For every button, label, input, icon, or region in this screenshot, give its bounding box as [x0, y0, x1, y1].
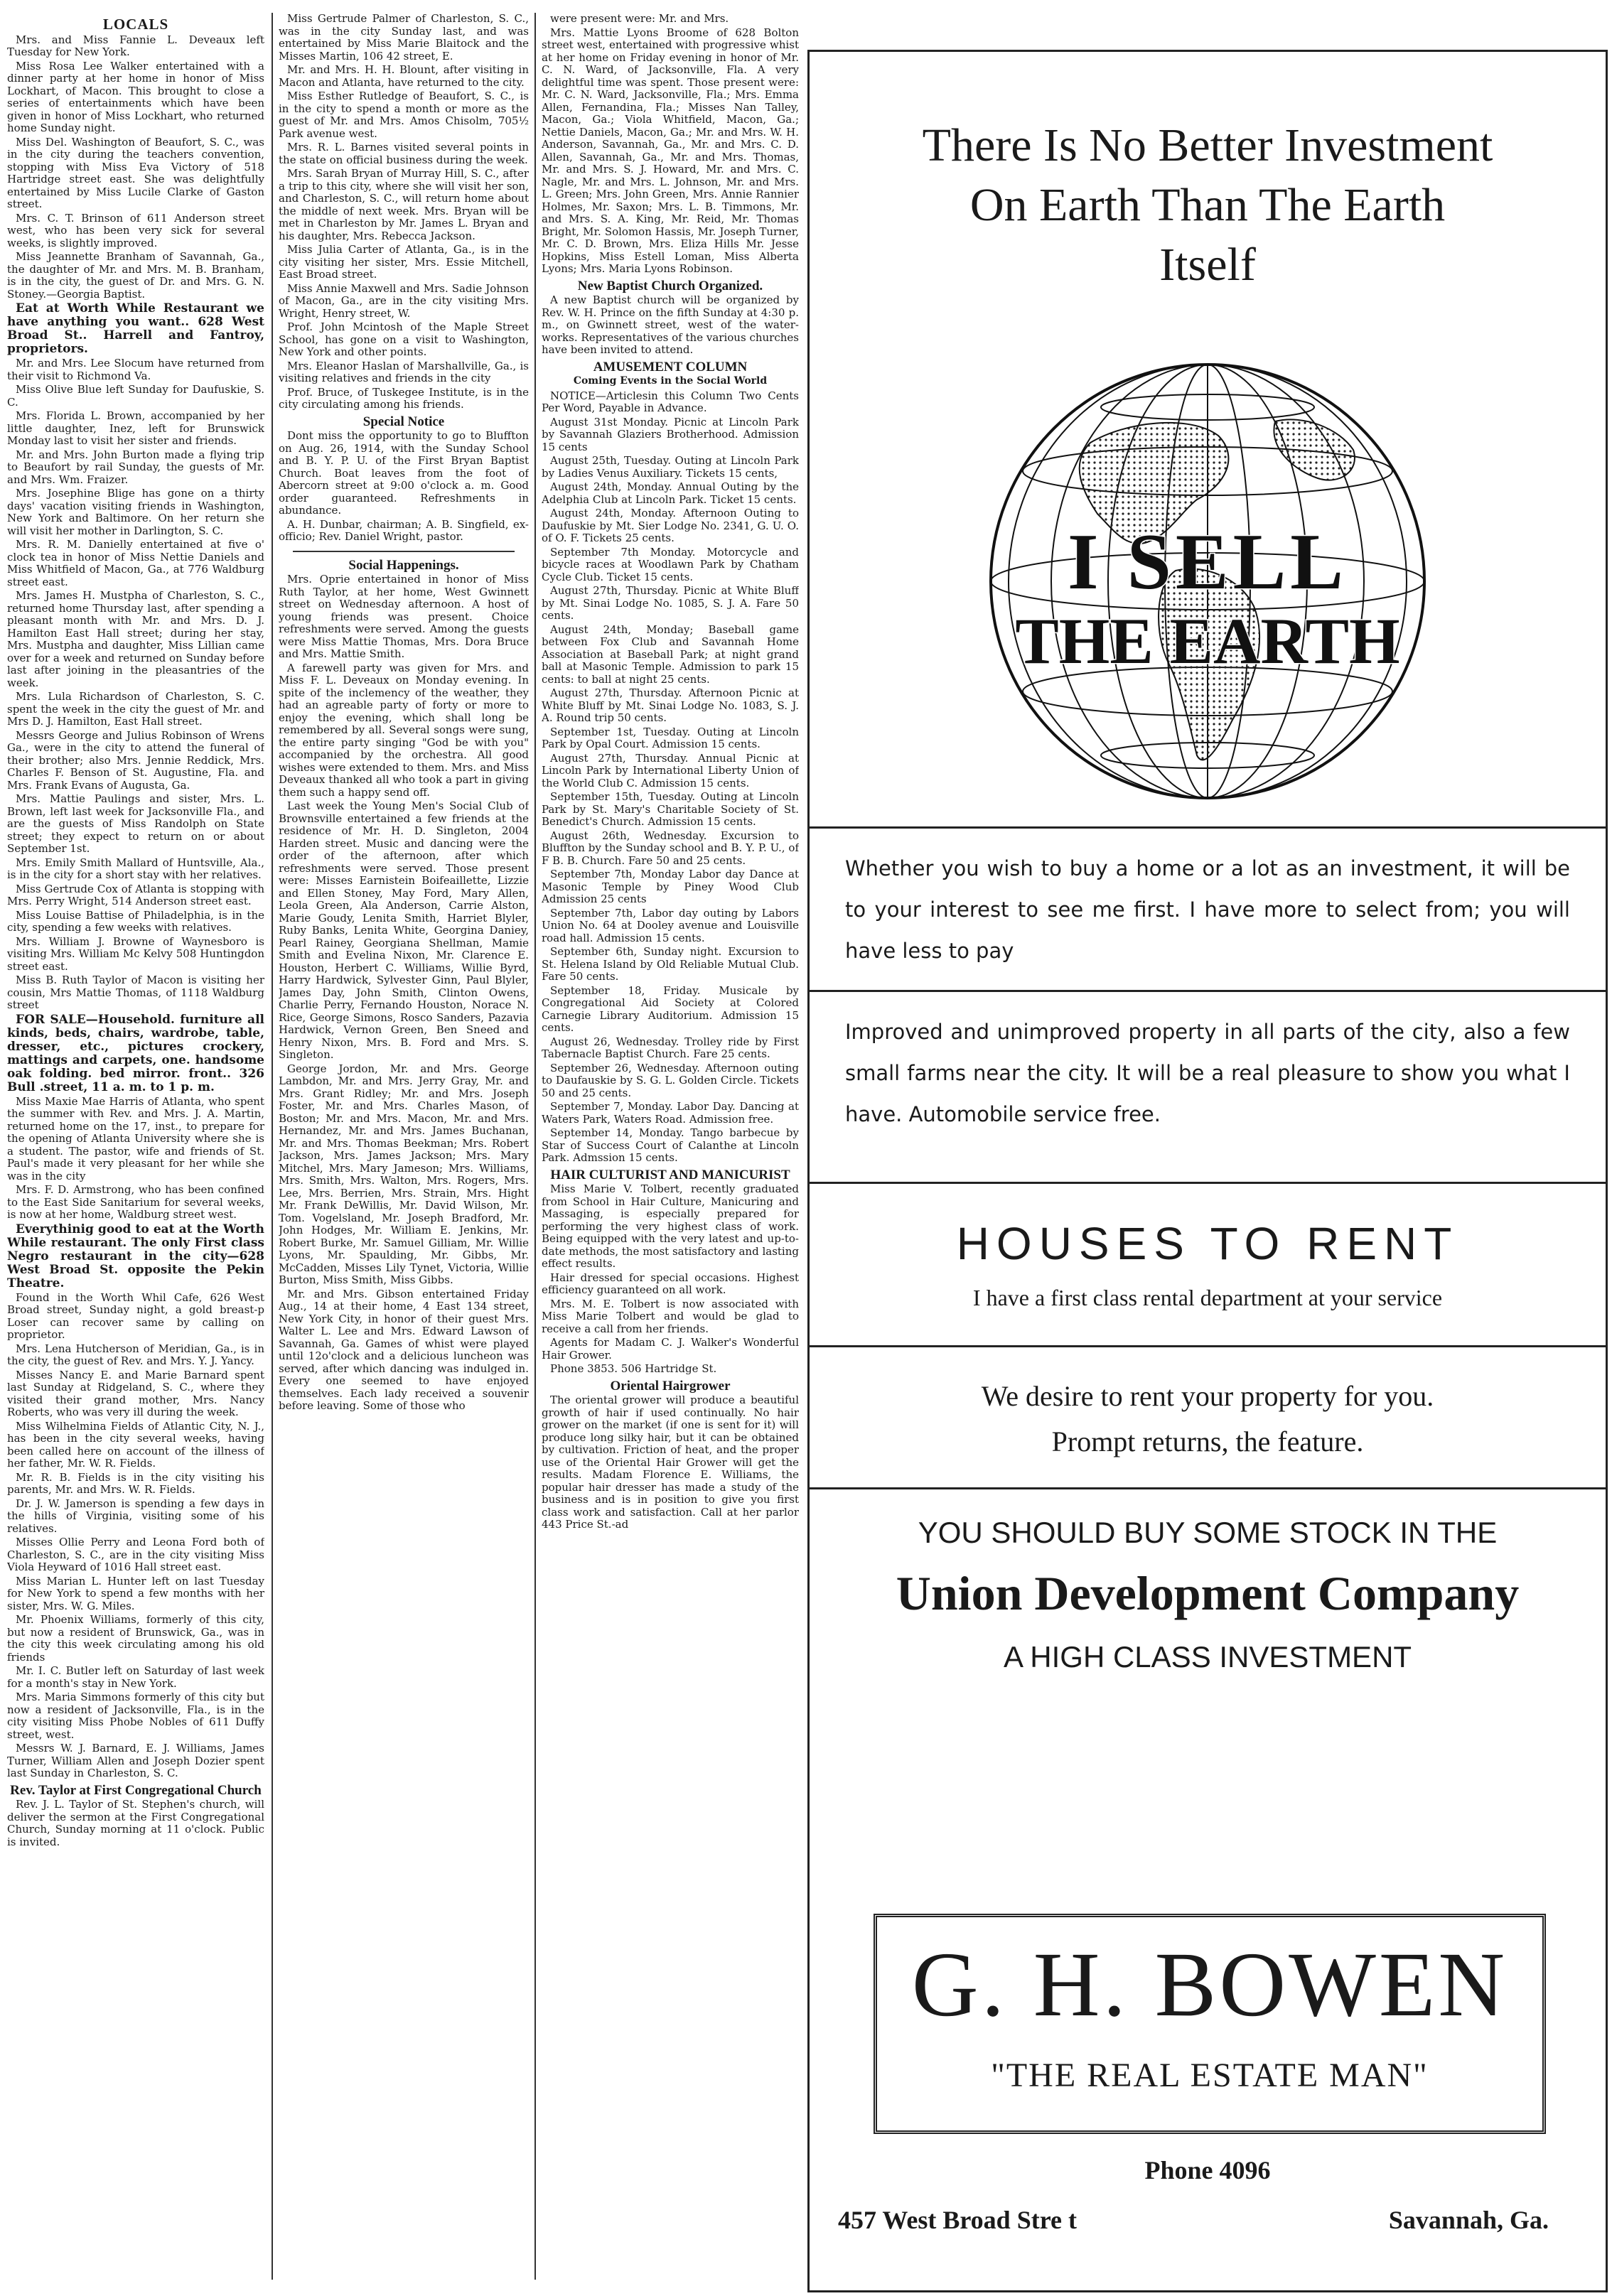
hair-item: Mrs. M. E. Tolbert is now associated with Miss Marie Tolbert and would be glad to receive a call from her friends.: [542, 1297, 799, 1335]
ad-divider: [810, 990, 1606, 992]
ad-divider: [810, 1182, 1606, 1184]
local-news-item: Mrs. James H. Mustpha of Charleston, S. C., returned home Thursday last, after spending a pleasant month with Mr. and Mrs. D. J. Hamilton East Hall street; during her stay, Mrs. Mustpha and daughter, Miss Lillian came over for a week and returned on Sunday before last after joining in the pleasantries of the week.: [7, 589, 264, 689]
local-news-item: Miss Olive Blue left Sunday for Daufuskie, S. C.: [7, 383, 264, 409]
rent-property-text: [810, 1374, 1606, 1465]
bowen-name-box: [874, 1914, 1546, 2134]
local-news-item: Mrs. C. T. Brinson of 611 Anderson street west, who has been very sick for several weeks, is slightly improved.: [7, 211, 264, 249]
local-news-item: Eat at Worth While Restaurant we have anything you want.. 628 West Broad St.. Harrell and Fantroy, proprietors.: [7, 301, 264, 356]
party-item: Mrs. Mattie Lyons Broome of 628 Bolton street west, entertained with progressive whist at her home on Friday evening in honor of Mr. C. N. Ward, of Jacksonville, Fla. A very delightful time was spent. Those present were: Mr. C. N. Ward, Jacksonville, Fla.; Mrs. Emma Allen, Fernandina, Fla.; Misses Nan Talley, Macon, Ga.; Viola Whitfield, Macon, Ga.; Nettie Daniels, Macon, Ga.; Mr. and Mrs. W. H. Anderson, Savannah, Ga., Mr. and Mrs. C. D. Allen, Savannah, Ga., Mr. and Mrs. Thomas, Mr. and Mrs. S. J. Howard, Mr. and Mrs. C. Nagle, Mr. and Mrs. L. Johnson, Mr. and Mrs. L. Green; Mrs. John Green, Mrs. Annie Rannier Holmes, Mr. Saxon; Mrs. L. B. Timmons, Mr. and Mrs. S. A. King, Mr. Reid, Mr. Thomas Bright, Mr. Solomon Hassis, Mr. Joseph Turner, Mr. C. D. Brown, Mrs. Eliza Hills Mr. Jesse Hopkins, Miss Estell Loman, Miss Alberta Lyons; Mrs. Maria Lyons Robinson.: [542, 26, 799, 275]
hair-culturist-list: [542, 1183, 799, 1376]
personal-note-item: Mr. and Mrs. H. H. Blount, after visiting in Macon and Atlanta, have returned to the city.: [279, 63, 529, 89]
hair-culturist-heading: HAIR CULTURIST AND MANICURIST: [550, 1167, 790, 1182]
headline-line: On Earth Than The Earth: [969, 179, 1446, 231]
amusement-notice: NOTICE—Articlesin this Column Two Cents Per Word, Payable in Advance.: [542, 389, 799, 414]
globe-line-2: THE EARTH: [1015, 605, 1400, 677]
baptist-heading: New Baptist Church Organized.: [577, 278, 763, 293]
advertiser-name: G. H. BOWEN: [911, 1934, 1508, 2036]
events-list: [542, 416, 799, 1165]
column-divider: [272, 13, 273, 2280]
event-item: August 31st Monday. Picnic at Lincoln Park by Savannah Glaziers Brotherhood. Admission 15 cents: [542, 415, 799, 453]
investment-line: A HIGH CLASS INVESTMENT: [1003, 1640, 1412, 1674]
oriental-text: The oriental grower will produce a beautiful growth of hair if used continually. No hair grower on the market (if one is sent for it) will produce long silky hair, but it can be obtained by cultivation. Friction of heat, and the proper use of the Oriental Hair Grower will get the results. Madam Florence E. Williams, the popular hair dresser has made a study of the business and is in position to give you first class work and satisfaction. Call at her parlor 443 Price St.-ad: [542, 1394, 799, 1531]
local-news-item: Mr. and Mrs. John Burton made a flying trip to Beaufort by rail Sunday, the guests of Mr. and Mrs. Wm. Fraizer.: [7, 448, 264, 486]
address-line: [838, 2205, 1577, 2235]
amusement-subheading: Coming Events in the Social World: [573, 375, 768, 387]
local-news-item: Mr. I. C. Butler left on Saturday of last week for a month's stay in New York.: [7, 1664, 264, 1690]
local-news-item: Mrs. Maria Simmons formerly of this city but now a resident of Jacksonville, Fla., is in the city visiting Miss Phobe Nobles of 611 Duffy street, west.: [7, 1691, 264, 1741]
locals-list: [7, 34, 264, 1780]
local-news-item: Found in the Worth Whil Cafe, 626 West Broad street, Sunday night, a gold breast-p Loser can recover same by calling on proprietor.: [7, 1290, 264, 1341]
event-item: September 15th, Tuesday. Outing at Lincoln Park by St. Mary's Charitable Society of St. Benedict's Church. Admission 15 cents.: [542, 790, 799, 828]
column-locals: [7, 13, 264, 2287]
event-item: August 26, Wednesday. Trolley ride by First Tabernacle Baptist Church. Fare 25 cents.: [542, 1035, 799, 1060]
local-news-item: Miss Rosa Lee Walker entertained with a dinner party at her home in honor of Miss Lockhart, of Macon. This brought to close a series of entertainments which have been given in honor of Miss Lockhart, who returned home Sunday night.: [7, 59, 264, 134]
rent-line: We desire to rent your property for you.: [981, 1380, 1434, 1412]
local-news-item: Everythinig good to eat at the Worth While restaurant. The only First class Negro restaurant in the city—628 West Broad St. opposite the Pekin Theatre.: [7, 1222, 264, 1290]
local-news-item: Miss Wilhelmina Fields of Atlantic City, N. J., has been in the city several weeks, having been called here on account of the illness of her father, Mr. W. R. Fields.: [7, 1419, 264, 1470]
local-news-item: Mrs. Lena Hutcherson of Meridian, Ga., is in the city, the guest of Rev. and Mrs. Y. J. Yancy.: [7, 1342, 264, 1367]
event-item: August 24th, Monday. Afternoon Outing to Daufuskie by Mt. Sier Lodge No. 2341, G. U. O. of O. F. Tickets 25 cents.: [542, 507, 799, 544]
event-item: September 6th, Sunday night. Excursion to St. Helena Island by Old Reliable Mutual Club. Fare 50 cents.: [542, 945, 799, 983]
event-item: September 7th Monday. Motorcycle and bicycle races at Woodlawn Park by Chatham Cycle Club. Ticket 15 cents.: [542, 545, 799, 583]
buy-text: Whether you wish to buy a home or a lot as an investment, it will be to your interest to see me first. I have more to select from; you will have less to pay: [845, 856, 1570, 963]
rev-taylor-heading: Rev. Taylor at First Congregational Church: [10, 1782, 262, 1798]
globe-illustration: [984, 357, 1431, 805]
local-news-item: Mrs. Florida L. Brown, accompanied by her little daughter, Inez, left for Brunswick Monday last to visit her sister and friends.: [7, 409, 264, 447]
social-item: George Jordon, Mr. and Mrs. George Lambdon, Mr. and Mrs. Jerry Gray, Mr. and Mrs. Grant Ridley; Mr. and Mrs. Joseph Foster, Mr. and Mrs. Charles Mason, of Boston; Mr. and Mrs. Macon, Mr. and Mrs. Hernandez, Mr. and Mrs. James Buchanan, Mr. and Mrs. Thomas Beekman; Mrs. Robert Jackson, Mrs. James Jackson; Mrs. Mary Mitchel, Mrs. Mary Jameson; Mrs. Williams, Mrs. Smith, Mrs. Walton, Mrs. Rogers, Mrs. Lee, Mrs. Berrien, Mrs. Strain, Mrs. Hight Mr. Frank DeWillis, Mr. David Wilson, Mr. Tom. Vogelsland, Mr. Joseph Bradford, Mr. John Hodges, Mr. William E. Jenkins, Mr. Robert Burke, Mr. Samuel Gilliam, Mr. Willie Lyons, Mr. Spaulding, Mr. Gibbs, Mr. McCadden, Misses Lily Tynet, Victoria, Willie Burton, Miss Smith, Miss Gibbs.: [279, 1062, 529, 1286]
event-item: September 14, Monday. Tango barbecue by Star of Success Court of Calanthe at Lincoln Park. Admssion 15 cents.: [542, 1126, 799, 1164]
local-news-item: Messrs W. J. Barnard, E. J. Williams, James Turner, William Allen and Joseph Dozier spent last Sunday in Charleston, S. C.: [7, 1742, 264, 1779]
hair-item: Agents for Madam C. J. Walker's Wonderful Hair Grower.: [542, 1336, 799, 1362]
personal-note-item: Prof. John Mcintosh of the Maple Street School, has gone on a visit to Washington, New York and other points.: [279, 320, 529, 358]
headline-line: Itself: [1159, 239, 1256, 291]
event-item: August 24th, Monday; Baseball game between Fox Club and Savannah Home Association at Baseball Park; at night grand ball at Masonic Temple. Admission to park 15 cents: to ball at night 25 cents.: [542, 622, 799, 686]
local-news-item: Mrs. Lula Richardson of Charleston, S. C. spent the week in the city the guest of Mr. and Mrs D. J. Hamilton, East Hall street.: [7, 690, 264, 728]
property-text: Improved and unimproved property in all parts of the city, also a few small farms near the city. It will be a real pleasure to show you what I have. Automobile service free.: [845, 1020, 1570, 1126]
oriental-heading: Oriental Hairgrower: [610, 1378, 731, 1394]
local-news-item: Mrs. Josephine Blige has gone on a thirty days' vacation visiting friends in Washington, New York and Baltimore. On her return she will visit her mother in Darlington, S. C.: [7, 487, 264, 537]
event-item: August 24th, Monday. Annual Outing by the Adelphia Club at Lincoln Park. Ticket 15 cents.: [542, 480, 799, 506]
baptist-text: A new Baptist church will be organized by Rev. W. H. Prince on the fifth Sunday at 4:30 p. m., on Gwinnett street, west of the water-works. Representatives of the various churches have been invited to attend.: [542, 293, 799, 356]
company-name: Union Development Company: [896, 1566, 1520, 1620]
houses-to-rent-sub: I have a first class rental department at your service: [972, 1285, 1443, 1310]
event-item: September 1st, Tuesday. Outing at Lincoln Park by Opal Court. Admission 15 cents.: [542, 725, 799, 750]
whist-party-list: [542, 27, 799, 276]
event-item: August 25th, Tuesday. Outing at Lincoln Park by Ladies Venus Auxiliary. Tickets 15 cents,: [542, 454, 799, 480]
local-news-item: Mrs. Mattie Paulings and sister, Mrs. L. Brown, left last week for Jacksonville Fla., and are the guests of Miss Randolph on State street; they expect to return on or about September 1st.: [7, 792, 264, 855]
personal-note-item: Prof. Bruce, of Tuskegee Institute, is in the city circulating among his friends.: [279, 385, 529, 411]
stock-line: YOU SHOULD BUY SOME STOCK IN THE: [918, 1516, 1498, 1549]
social-happenings-list: [279, 573, 529, 1413]
local-news-item: Mrs. and Miss Fannie L. Deveaux left Tuesday for New York.: [7, 33, 264, 58]
advertiser-title: "THE REAL ESTATE MAN": [991, 2057, 1429, 2094]
section-rule: [293, 551, 515, 552]
amusement-heading: AMUSEMENT COLUMN: [593, 359, 748, 374]
real-estate-advertisement: [807, 50, 1608, 2292]
personal-note-item: Mrs. R. L. Barnes visited several points in the state on official business during the week.: [279, 141, 529, 166]
continued-text: were present were: Mr. and Mrs.: [550, 13, 729, 25]
local-news-item: Miss Del. Washington of Beaufort, S. C., was in the city during the teachers convention, stopping with Miss Eva Victory of 518 Hartridge street east. She was delightfully entertained by Miss Lucile Clarke of Gaston street.: [7, 135, 264, 210]
event-item: September 26, Wednesday. Afternoon outing to Daufauskie by S. G. L. Golden Circle. Tickets 50 and 25 cents.: [542, 1061, 799, 1099]
globe-line-1: I SELL: [1068, 518, 1348, 606]
local-news-item: Miss Jeannette Branham of Savannah, Ga., the daughter of Mr. and Mrs. M. B. Branham, is in the city, the guest of Dr. and Mrs. G. N. Stoney.—Georgia Baptist.: [7, 250, 264, 301]
local-news-item: Mr. and Mrs. Lee Slocum have returned from their visit to Richmond Va.: [7, 357, 264, 382]
event-item: September 7th, Monday Labor day Dance at Masonic Temple by Piney Wood Club Admission 25 cents: [542, 868, 799, 905]
local-news-item: Messrs George and Julius Robinson of Wrens Ga., were in the city to attend the funeral of their brother; also Mrs. Jennie Reddick, Mrs. Charles F. Benson of St. Augustine, Fla. and Mrs. Frank Evans of Augusta, Ga.: [7, 728, 264, 792]
local-news-item: Miss Louise Battise of Philadelphia, is in the city, spending a few weeks with relatives.: [7, 908, 264, 934]
event-item: September 7th, Labor day outing by Labors Union No. 64 at Dooley avenue and Louisville road hall. Admission 15 cents.: [542, 906, 799, 944]
local-news-item: Mr. Phoenix Williams, formerly of this city, but now a resident of Brunswick, Ga., was in the city this week circulating among his old friends: [7, 1613, 264, 1664]
phone-number: Phone 4096: [1144, 2156, 1271, 2184]
hair-item: Phone 3853. 506 Hartridge St.: [550, 1362, 717, 1375]
social-item: A farewell party was given for Mrs. and Miss F. L. Deveaux on Monday evening. In spite of the inclemency of the weather, they had an agreable party of forty or more to enjoy the evening, which shall long be remembered by all. Several songs were sung, the entire party singing "God be with you" accompanied by the orchestra. All good wishes were extended to them. Mrs. and Miss Deveaux thanked all who took a part in giving them such a happy send off.: [279, 661, 529, 799]
column-amusements: [542, 13, 799, 2287]
column-divider: [534, 13, 536, 2280]
social-item: Last week the Young Men's Social Club of Brownsville entertained a few friends at the residence of Mr. H. D. Singleton, 2004 Harden street. Music and dancing were the order of the afternoon, after which refreshments were served. Those present were: Misses Earnistein Boifeaillette, Lizzie and Ellen Stoney, May Ford, Mary Allen, Leola Green, Ala Anderson, Carrie Alston, Marie Goudy, Lenita Smith, Harriet Blyler, Ruby Banks, Lenita White, Georgina Daniey, Pearl Rainey, Georgiana Shellman, Mamie Smith and Evelina Nixon, Mr. Clarence E. Houston, Herbert C. Williams, Willie Byrd, Harry Hardwick, Sylvester Ginn, Paul Blyler, James Day, John Smith, Clinton Owens, Charlie Perry, Fernando Houston, Norace N. Rice, George Simons, Rosco Sanders, Pazavia Hardwick, Vernon Green, Ben Sneed and Henry Nixon, Mrs. B. Ford and Mrs. S. Singleton.: [279, 799, 529, 1061]
personal-notes-list: [279, 13, 529, 411]
ad-headline: [838, 116, 1577, 295]
ad-divider: [810, 1487, 1606, 1489]
ad-divider: [810, 1345, 1606, 1347]
hair-item: Miss Marie V. Tolbert, recently graduated from School in Hair Culture, Manicuring and Massaging, is especially prepared for performing the very highest class of work. Being equipped with the very latest and up-to-date methods, the most satisfactory and lasting effect results.: [542, 1182, 799, 1270]
personal-note-item: Miss Gertrude Palmer of Charleston, S. C., was in the city Sunday last, and was entertained by Miss Marie Blaitock and the Misses Martin, 106 42 street, E.: [279, 13, 529, 63]
local-news-item: Miss B. Ruth Taylor of Macon is visiting her cousin, Mrs Mattie Thomas, of 1118 Waldburg street: [7, 974, 264, 1011]
event-item: August 26th, Wednesday. Excursion to Bluffton by the Sunday school and B. Y. P. U., of F B. B. Church. Fare 50 and 25 cents.: [542, 829, 799, 867]
local-news-item: FOR SALE—Household. furniture all kinds, beds, chairs, wardrobe, table, dresser, etc., pictures crockery, mattings and carpets, one. handsome oak folding. bed mirror. front.. 326 Bull .street, 11 a. m. to 1 p. m.: [7, 1012, 264, 1094]
local-news-item: Mrs. William J. Browne of Waynesboro is visiting Mrs. William Mc Kelvy 508 Huntingdon street east.: [7, 934, 264, 973]
rent-line: Prompt returns, the feature.: [1051, 1425, 1364, 1457]
local-news-item: Misses Nancy E. and Marie Barnard spent last Sunday at Ridgeland, S. C., where they visited their grand mother, Mrs. Nancy Roberts, who was very ill during the week.: [7, 1368, 264, 1418]
local-news-item: Miss Marian L. Hunter left on last Tuesday for New York to spend a few months with her sister, Mrs. W. G. Miles.: [7, 1574, 264, 1612]
special-notice-text: Dont miss the opportunity to go to Bluffton on Aug. 26, 1914, with the Sunday School and B. Y. P. U. of the First Bryan Baptist Church. Boat leaves from the foot of Abercorn street at 9:00 o'clock a. m. Good order guaranteed. Refreshments in abundance.: [279, 429, 529, 517]
social-item: Mr. and Mrs. Gibson entertained Friday Aug., 14 at their home, 4 East 134 street, New York City, in honor of their guest Mrs. Walter L. Lee and Mrs. Edward Lawson of Savannah, Ga. Games of whist were played until 12o'clock and a delicious luncheon was served, after which dancing was indulged in. Every one seemed to have enjoyed themselves. Each lady received a souvenir before leaving. Some of those who: [279, 1287, 529, 1412]
personal-note-item: Miss Julia Carter of Atlanta, Ga., is in the city visiting her sister, Mrs. Essie Mitchell, East Broad street.: [279, 243, 529, 281]
event-item: August 27th, Thursday. Afternoon Picnic at White Bluff by Mt. Sinai Lodge No. 1083, S. J. A. Round trip 50 cents.: [542, 686, 799, 724]
headline-line: There Is No Better Investment: [922, 119, 1493, 171]
social-happenings-heading: Social Happenings.: [348, 557, 459, 573]
special-notice-signers: A. H. Dunbar, chairman; A. B. Singfield, ex-officio; Rev. Daniel Wright, pastor.: [279, 517, 529, 543]
local-news-item: Mrs. Emily Smith Mallard of Huntsville, Ala., is in the city for a short stay with her relatives.: [7, 856, 264, 881]
event-item: September 18, Friday. Musicale by Congregational Aid Society at Colored Carnegie Library Auditorium. Admission 15 cents.: [542, 983, 799, 1034]
hair-item: Hair dressed for special occasions. Highest efficiency guaranteed on all work.: [542, 1271, 799, 1296]
local-news-item: Misses Ollie Perry and Leona Ford both of Charleston, S. C., are in the city visiting Miss Viola Heyward of 1016 Hall street east.: [7, 1536, 264, 1573]
local-news-item: Mrs. R. M. Danielly entertained at five o' clock tea in honor of Miss Nettie Daniels and Miss Whitfield of Macon, Ga., at 776 Waldburg street east.: [7, 538, 264, 588]
personal-note-item: Miss Esther Rutledge of Beaufort, S. C., is in the city to spend a month or more as the guest of Mr. and Mrs. Amos Chisolm, 705½ Park avenue west.: [279, 90, 529, 140]
ad-divider: [810, 826, 1606, 829]
event-item: September 7, Monday. Labor Day. Dancing at Waters Park, Waters Road. Admission free.: [542, 1100, 799, 1126]
houses-to-rent-heading: HOUSES TO RENT: [956, 1218, 1459, 1269]
personal-note-item: Mrs. Eleanor Haslan of Marshallville, Ga., is visiting relatives and friends in the city: [279, 359, 529, 384]
personal-note-item: Miss Annie Maxwell and Mrs. Sadie Johnson of Macon, Ga., are in the city visiting Mrs. Wright, Henry street, W.: [279, 281, 529, 320]
local-news-item: Mr. R. B. Fields is in the city visiting his parents, Mr. and Mrs. W. R. Fields.: [7, 1470, 264, 1496]
rev-taylor-text: Rev. J. L. Taylor of St. Stephen's church, will deliver the sermon at the First Congregational Church, Sunday morning at 11 o'clock. Public is invited.: [7, 1798, 264, 1848]
column-social: [279, 13, 529, 2287]
social-item: Mrs. Oprie entertained in honor of Miss Ruth Taylor, at her home, West Gwinnett street on Wednesday afternoon. A host of young friends was present. Choice refreshments were served. Among the guests were Miss Mattie Thomas, Mrs. Dora Bruce and Mrs. Mattie Smith.: [279, 573, 529, 660]
personal-note-item: Mrs. Sarah Bryan of Murray Hill, S. C., after a trip to this city, where she will visit her son, and Charleston, S. C., will return home about the middle of next week. Mrs. Bryan will be met in Charleston by Mr. James L. Bryan and his daughter, Mrs. Rebecca Jackson.: [279, 167, 529, 242]
local-news-item: Miss Gertrude Cox of Atlanta is stopping with Mrs. Perry Wright, 514 Anderson street east.: [7, 882, 264, 907]
city-name: Savannah, Ga.: [1388, 2206, 1549, 2234]
local-news-item: Mrs. F. D. Armstrong, who has been confined to the East Side Sanitarium for several weeks, is now at her home, Waldburg street west.: [7, 1183, 264, 1221]
locals-heading: LOCALS: [102, 16, 169, 33]
local-news-item: Dr. J. W. Jamerson is spending a few days in the hills of Virginia, visiting some of his relatives.: [7, 1497, 264, 1535]
local-news-item: Miss Maxie Mae Harris of Atlanta, who spent the summer with Rev. and Mrs. J. A. Martin, returned home on the 17, inst., to prepare for the opening of Atlanta University where she is a student. The pastor, wife and friends of St. Paul's made it very pleasant for her while she was in the city: [7, 1094, 264, 1182]
event-item: August 27th, Thursday. Annual Picnic at Lincoln Park by International Liberty Union of the World Club C. Admission 15 cents.: [542, 751, 799, 789]
event-item: August 27th, Thursday. Picnic at White Bluff by Mt. Sinai Lodge No. 1085, S. J. A. Fare 50 cents.: [542, 584, 799, 622]
globe-icon: [984, 357, 1431, 805]
special-notice-heading: Special Notice: [362, 414, 445, 429]
street-address: 457 West Broad Stre t: [838, 2206, 1078, 2234]
